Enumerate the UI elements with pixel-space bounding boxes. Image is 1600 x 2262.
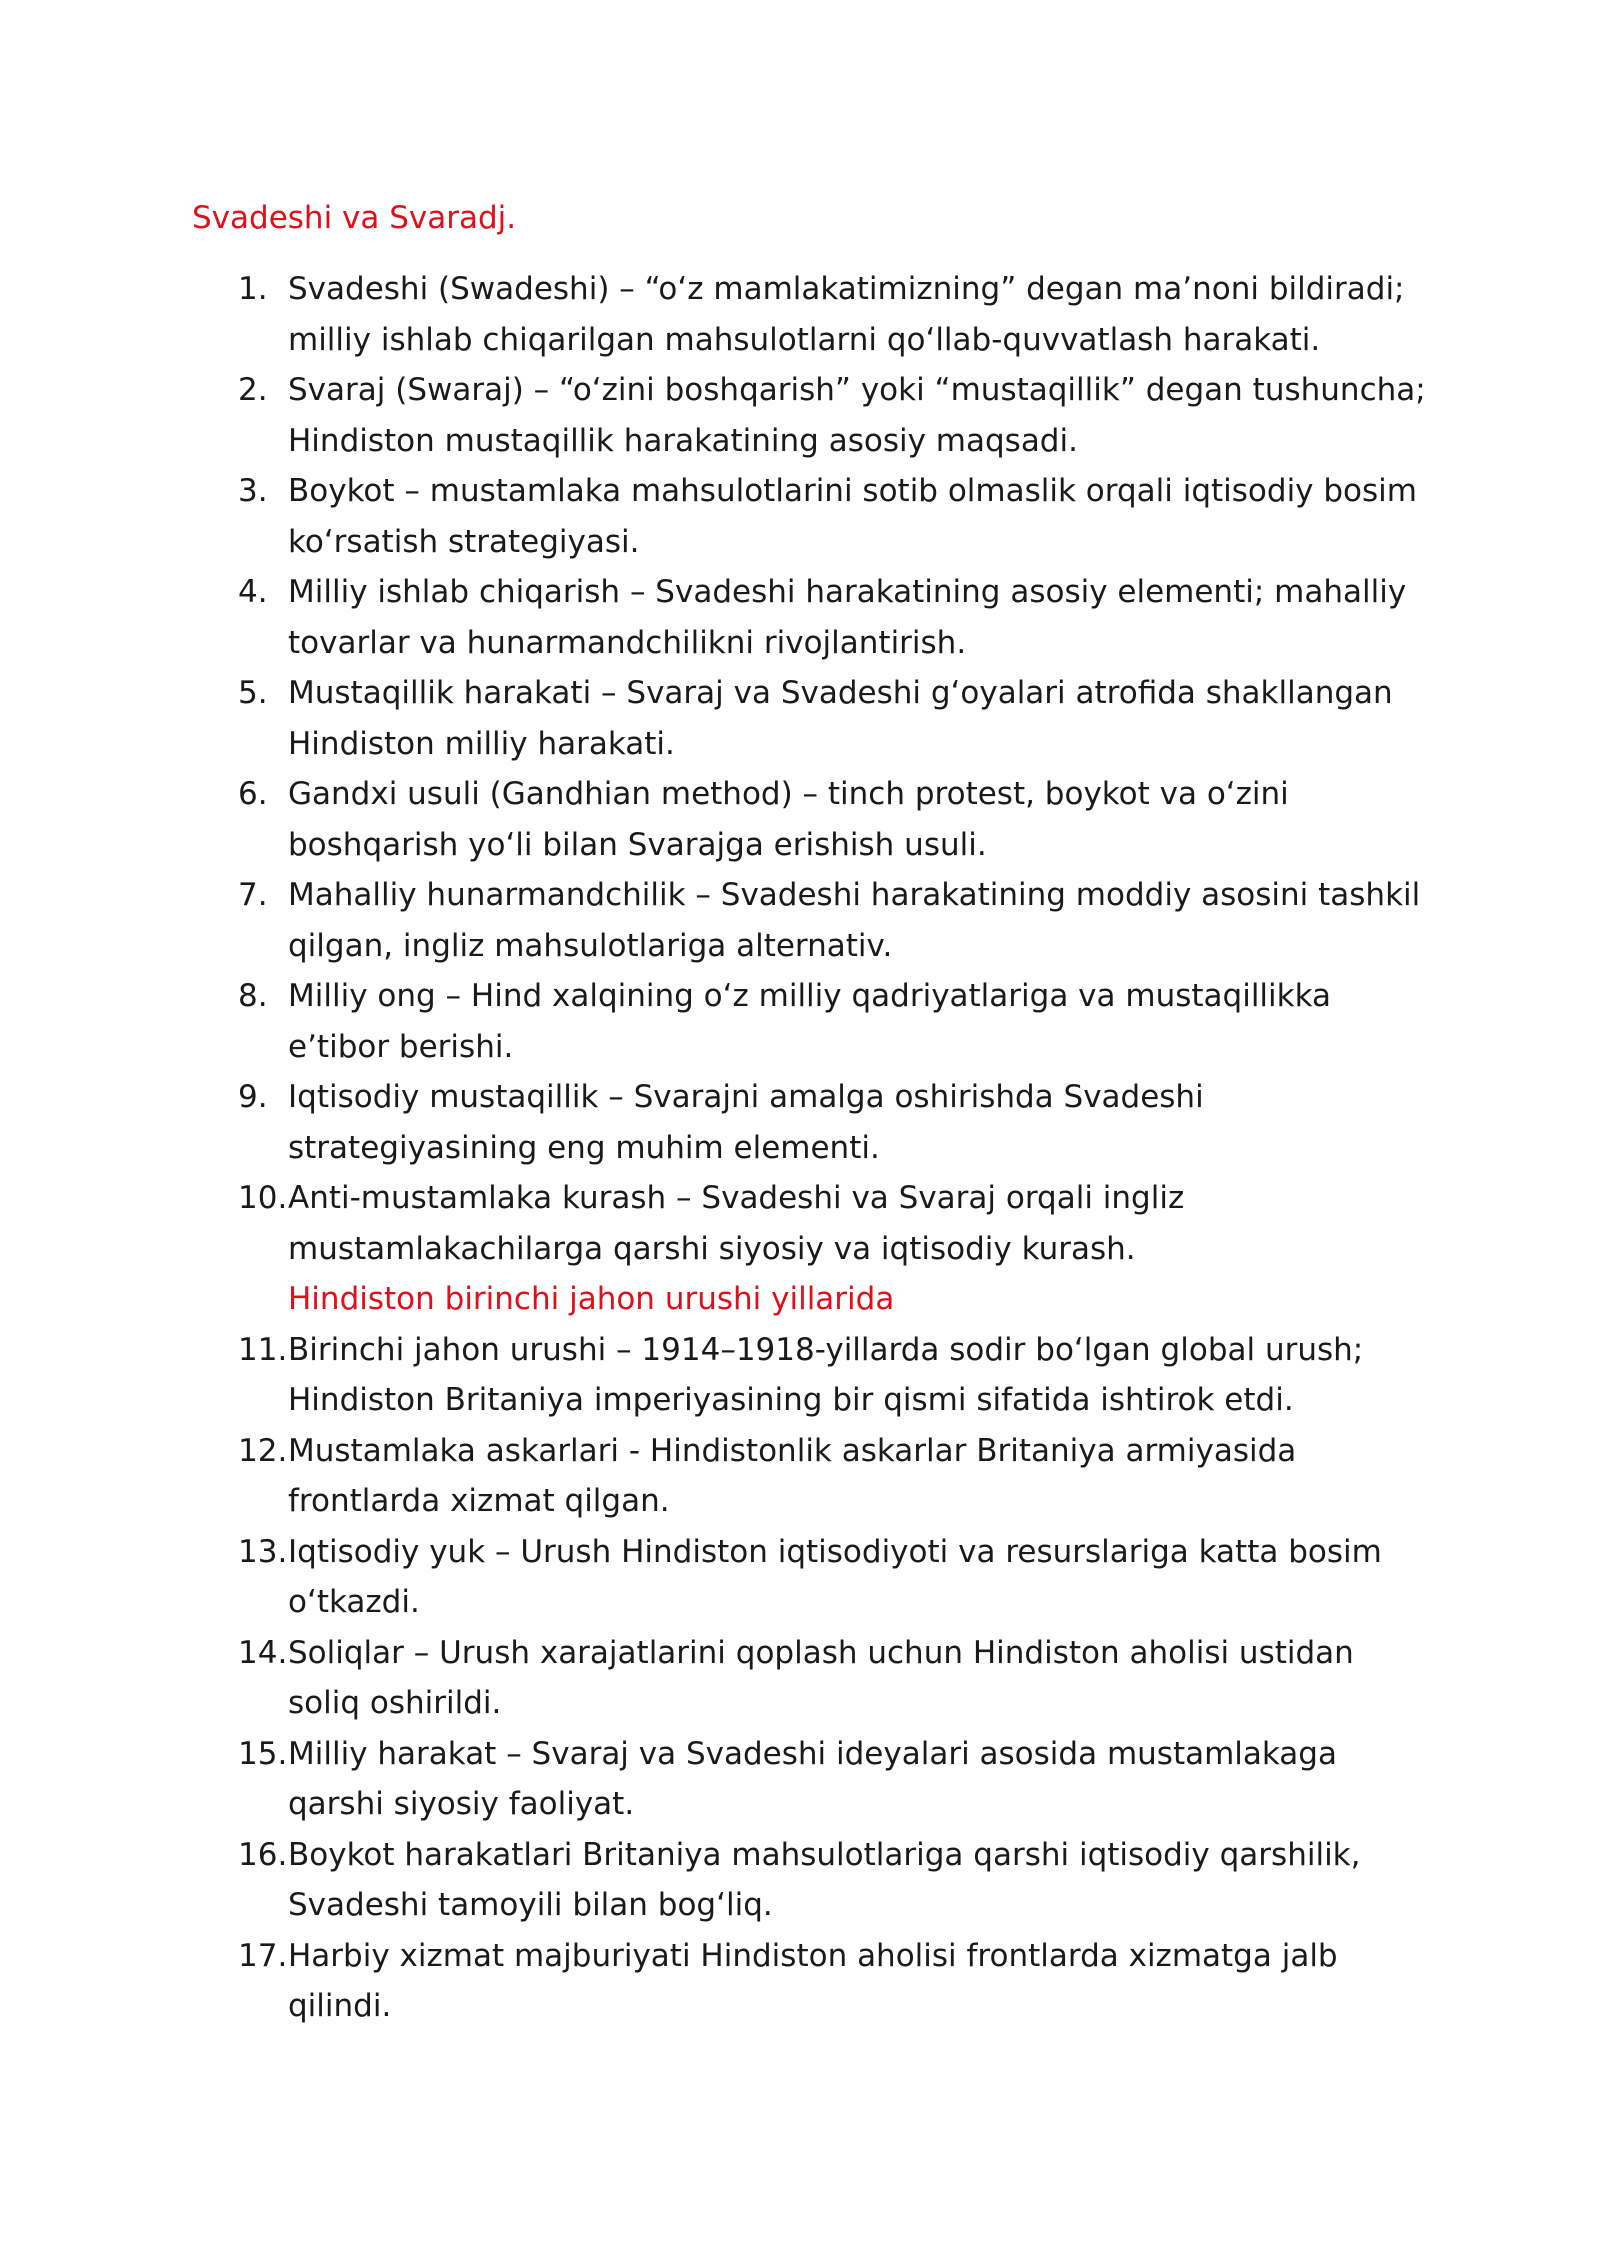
- list-item-number: 4.: [238, 574, 268, 610]
- list-item: [0, 1729, 1428, 1830]
- list-item-text: Mustamlaka askarlari - Hindistonlik askarlar Britaniya armiyasida frontlarda xizmat qilgan.: [288, 1432, 1297, 1519]
- list-item-text: Svaraj (Swaraj) – “o‘zini boshqarish” yoki “mustaqillik” degan tushuncha; Hindiston mustaqillik harakatining asosiy maqsadi.: [288, 372, 1426, 459]
- list-item: [0, 769, 1428, 870]
- list-item-text: Mahalliy hunarmandchilik – Svadeshi harakatining moddiy asosini tashkil qilgan, ingliz mahsulotlariga alternativ.: [288, 877, 1421, 964]
- list-item-number: 13.: [238, 1533, 288, 1570]
- list-item-number: 17.: [238, 1937, 288, 1974]
- list-item-text: Soliqlar – Urush xarajatlarini qoplash uchun Hindiston aholisi ustidan soliq oshirildi.: [288, 1634, 1354, 1721]
- list-item-text: Boykot harakatlari Britaniya mahsulotlariga qarshi iqtisodiy qarshilik, Svadeshi tamoyili bilan bog‘liq.: [288, 1836, 1361, 1923]
- list-item-number: 15.: [238, 1735, 288, 1772]
- list-item-text: Mustaqillik harakati – Svaraj va Svadeshi g‘oyalari atrofida shakllangan Hindiston milliy harakati.: [288, 675, 1393, 762]
- list-item: [0, 1527, 1428, 1628]
- list-item-number: 9.: [238, 1079, 268, 1115]
- list-item-text: Iqtisodiy yuk – Urush Hindiston iqtisodiyoti va resurslariga katta bosim o‘tkazdi.: [288, 1533, 1382, 1620]
- list-item: [0, 1426, 1428, 1527]
- list-item-text: Iqtisodiy mustaqillik – Svarajni amalga oshirishda Svadeshi strategiyasining eng muhim elementi.: [288, 1079, 1204, 1166]
- list-item: [0, 1628, 1428, 1729]
- list-item-text: Harbiy xizmat majburiyati Hindiston aholisi frontlarda xizmatga jalb qilindi.: [288, 1937, 1338, 2024]
- list-item-text: Anti-mustamlaka kurash – Svadeshi va Svaraj orqali ingliz mustamlakachilarga qarshi siyosiy va iqtisodiy kurash.: [288, 1180, 1185, 1267]
- list-item-text: Svadeshi (Swadeshi) – “o‘z mamlakatimizning” degan ma’noni bildiradi; milliy ishlab chiqarilgan mahsulotlarni qo‘llab-quvvatlash harakati.: [288, 271, 1405, 358]
- list-item-text: Milliy ishlab chiqarish – Svadeshi harakatining asosiy elementi; mahalliy tovarlar va hunarmandchilikni rivojlantirish.: [288, 574, 1407, 661]
- list-item: [0, 1072, 1428, 1173]
- list-item-text: Gandxi usuli (Gandhian method) – tinch protest, boykot va o‘zini boshqarish yo‘li bilan Svarajga erishish usuli.: [288, 776, 1289, 863]
- list-item-text: Milliy harakat – Svaraj va Svadeshi ideyalari asosida mustamlakaga qarshi siyosiy faoliyat.: [288, 1735, 1337, 1822]
- list-item: [0, 1931, 1428, 2032]
- list-item-number: 1.: [238, 271, 268, 307]
- list-item: [0, 264, 1428, 365]
- list-item-number: 7.: [238, 877, 268, 913]
- list-item-number: 10.: [238, 1180, 288, 1216]
- list-item: [0, 1830, 1428, 1931]
- list-item: [0, 1325, 1428, 1426]
- list-item-number: 14.: [238, 1634, 288, 1671]
- list-item-number: 5.: [238, 675, 268, 711]
- list-item-number: 8.: [238, 978, 268, 1014]
- list-item-number: 12.: [238, 1432, 288, 1469]
- list-item-number: 11.: [238, 1331, 288, 1368]
- list-item-number: 2.: [238, 372, 268, 408]
- list-item: [0, 971, 1428, 1072]
- list-item-number: 16.: [238, 1836, 288, 1873]
- numbered-list: [0, 264, 1600, 2032]
- list-item: [0, 668, 1428, 769]
- list-item-text: Boykot – mustamlaka mahsulotlarini sotib olmaslik orqali iqtisodiy bosim ko‘rsatish strategiyasi.: [288, 473, 1417, 560]
- list-item-text: Milliy ong – Hind xalqining o‘z milliy qadriyatlariga va mustaqillikka e’tibor berishi.: [288, 978, 1332, 1065]
- list-item: [0, 1173, 1428, 1274]
- list-item: [0, 870, 1428, 971]
- list-item-number: 6.: [238, 776, 268, 812]
- list-item-number: 3.: [238, 473, 268, 509]
- list-item-text: Birinchi jahon urushi – 1914–1918-yillarda sodir bo‘lgan global urush; Hindiston Britaniya imperiyasining bir qismi sifatida ishtirok etdi.: [288, 1331, 1364, 1418]
- list-item: [0, 365, 1428, 466]
- list-item: [0, 567, 1428, 668]
- section-subheading: Hindiston birinchi jahon urushi yillarida: [288, 1281, 895, 1317]
- list-item: [0, 466, 1428, 567]
- page-title: Svadeshi va Svaradj.: [192, 200, 517, 236]
